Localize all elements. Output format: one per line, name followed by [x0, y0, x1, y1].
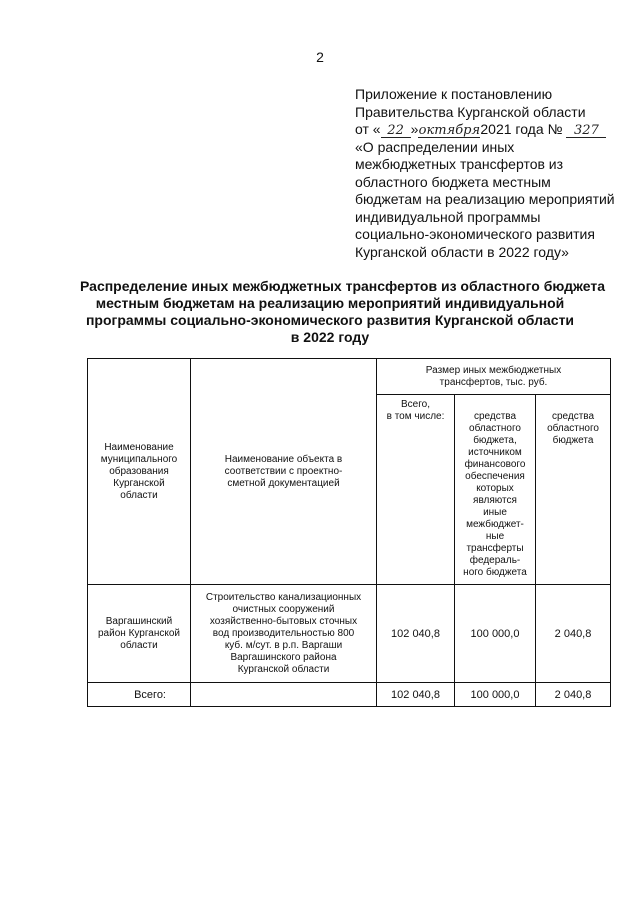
header-object: Наименование объекта в соответствии с проектно- сметной документацией: [191, 359, 377, 585]
appendix-subject-line: индивидуальной программы: [355, 208, 541, 225]
header-total: Всего, в том числе:: [377, 395, 455, 585]
row-regional-federal: 100 000,0: [455, 585, 536, 683]
appendix-subject-line: бюджетам на реализацию мероприятий: [355, 191, 615, 207]
header-regional-federal: средства областного бюджета, источником финансового обеспечения которых являются иные межбюджет- ные трансферты федераль- ного бюджета: [455, 395, 536, 585]
appendix-subject-line: областного бюджета местным: [355, 173, 551, 190]
appendix-subject-line: социально-экономического развития: [355, 226, 595, 242]
appendix-header: [355, 86, 630, 261]
totals-total: 102 040,8: [377, 683, 455, 707]
date-prefix: от «: [355, 121, 381, 137]
header-regional: средства областного бюджета: [536, 395, 611, 585]
totals-empty-cell: [191, 683, 377, 707]
row-total: 102 040,8: [377, 585, 455, 683]
date-year: 2021 года №: [480, 121, 563, 137]
date-mid: »: [410, 121, 419, 137]
document-title: [80, 278, 605, 346]
appendix-line: Приложение к постановлению: [355, 86, 553, 102]
appendix-subject-line: Курганской области в 2022 году»: [355, 243, 569, 260]
totals-row: [88, 683, 611, 707]
document-number: 327: [566, 124, 606, 138]
header-municipality: Наименование муниципального образования Курганской области: [88, 359, 191, 585]
table-row: [88, 585, 611, 683]
allocation-table: [87, 358, 611, 707]
appendix-date-line: [355, 121, 630, 139]
row-object: Строительство канализационных очистных сооружений хозяйственно-бытовых сточных вод производительностью 800 куб. м/сут. в р.п. Варгаши Варгашинского района Курганской области: [191, 585, 377, 683]
title-line: в 2022 году: [290, 329, 370, 345]
appendix-line: Правительства Курганской области: [355, 103, 586, 120]
totals-regional: 2 040,8: [536, 683, 611, 707]
title-line: Распределение иных межбюджетных трансфертов из областного бюджета: [80, 278, 605, 294]
date-month: октября: [418, 123, 481, 138]
totals-label: Всего:: [88, 683, 191, 707]
title-line: программы социально-экономического развития Курганской области: [85, 312, 575, 328]
appendix-subject-line: «О распределении иных: [355, 138, 515, 155]
row-regional: 2 040,8: [536, 585, 611, 683]
title-line: местным бюджетам на реализацию мероприятий индивидуальной: [95, 295, 565, 311]
page-number: 2: [316, 49, 324, 65]
row-municipality: Варгашинский район Курганской области: [88, 585, 191, 683]
totals-regional-federal: 100 000,0: [455, 683, 536, 707]
date-day: 22: [381, 124, 411, 138]
header-transfer-size: Размер иных межбюджетных трансфертов, тыс. руб.: [377, 359, 611, 395]
appendix-subject-line: межбюджетных трансфертов из: [355, 156, 564, 172]
